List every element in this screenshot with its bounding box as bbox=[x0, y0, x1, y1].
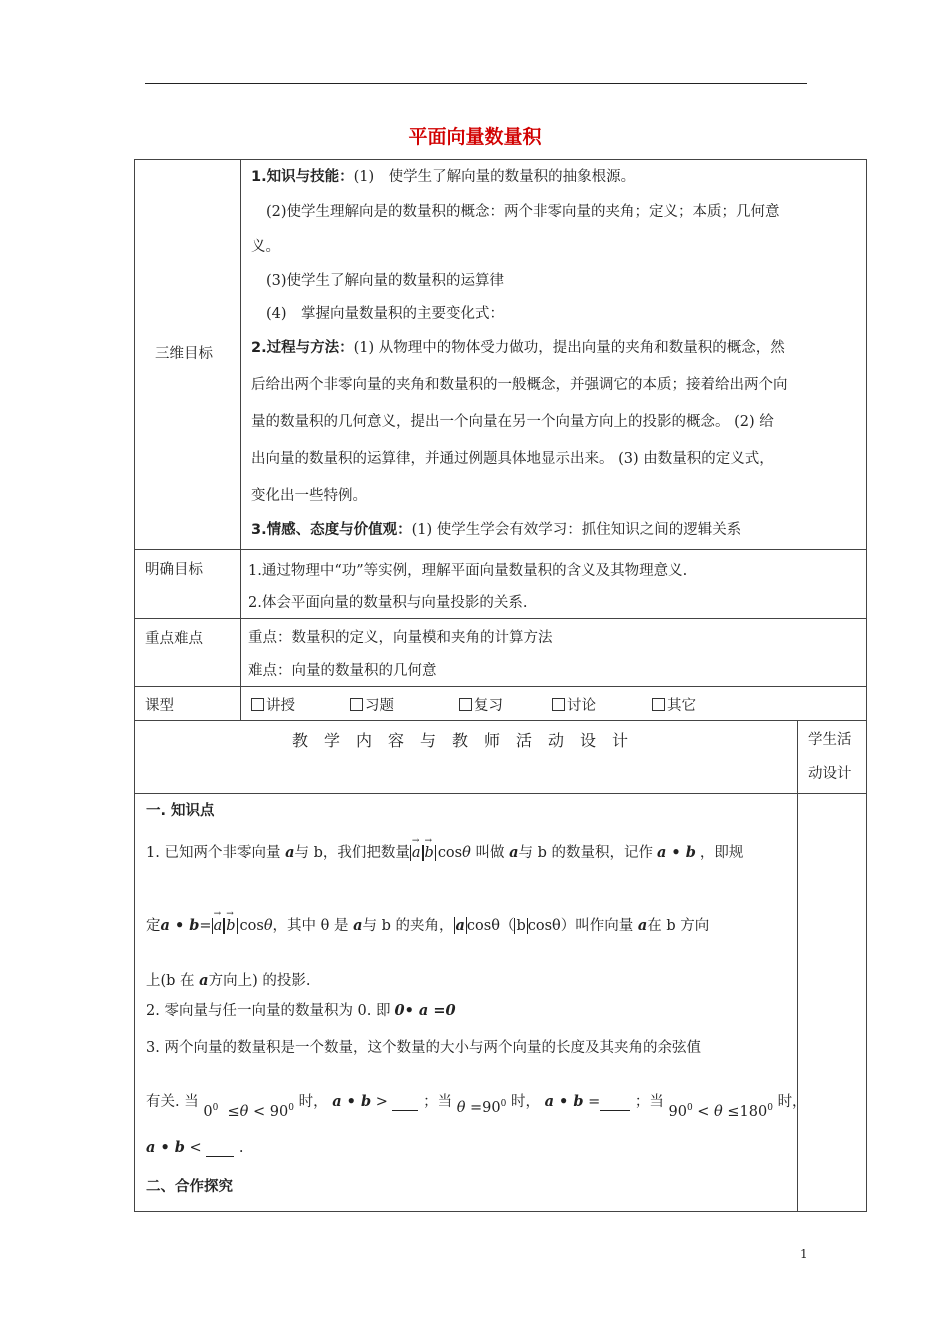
cos: cos bbox=[437, 845, 463, 861]
var-a: a bbox=[637, 917, 648, 934]
clear-goals-label-cell bbox=[135, 550, 241, 618]
cooperation-heading: 二、合作探究 bbox=[146, 1179, 233, 1195]
text: 定 bbox=[146, 918, 161, 934]
lesson-type-option-other[interactable] bbox=[652, 694, 696, 715]
section-header-main-cell bbox=[135, 721, 798, 793]
text: 1. 已知两个非零向量 bbox=[146, 845, 286, 861]
clear-goals-content bbox=[242, 550, 866, 618]
norm-b bbox=[423, 845, 436, 861]
vector-b: b bbox=[516, 918, 526, 934]
key-points-label-cell bbox=[135, 619, 241, 686]
lesson-type-option-discussion[interactable] bbox=[552, 694, 596, 715]
goals-label: 三维目标 bbox=[155, 346, 213, 362]
var-a: a bbox=[199, 972, 209, 989]
var-a: a bbox=[509, 844, 519, 861]
lesson-type-content bbox=[242, 687, 866, 720]
skills-line-2: (2)使学生理解向是的数量积的概念：两个非零向量的夹角；定义；本质；几何意 bbox=[266, 204, 780, 220]
lesson-plan-table bbox=[134, 159, 867, 1212]
skills-line-3: 义。 bbox=[251, 239, 280, 255]
checkbox-icon[interactable] bbox=[552, 698, 565, 711]
option-label: 复习 bbox=[474, 698, 503, 714]
answer-blank-2[interactable] bbox=[600, 1094, 630, 1111]
answer-blank-1[interactable] bbox=[392, 1094, 418, 1111]
norm-a bbox=[410, 845, 423, 861]
skills-heading: 1.知识与技能： bbox=[251, 169, 354, 185]
text: 时， bbox=[510, 1094, 540, 1110]
dot-product: a • b bbox=[656, 844, 696, 861]
clear-goal-1: 1.通过物理中“功”等实例，理解平面向量数量积的含义及其物理意义. bbox=[248, 563, 688, 579]
goals-content bbox=[242, 160, 866, 549]
skills-line-1 bbox=[251, 165, 635, 186]
key-points-label: 重点难点 bbox=[145, 631, 203, 647]
text: 上(b 在 bbox=[146, 973, 200, 989]
process-heading: 2.过程与方法： bbox=[251, 340, 354, 356]
goals-row bbox=[135, 160, 866, 550]
option-label: 习题 bbox=[365, 698, 394, 714]
lesson-type-option-lecture[interactable] bbox=[251, 694, 295, 715]
header-rule bbox=[145, 83, 807, 84]
skills-text-1: (1) 使学生了解向量的数量积的抽象根源。 bbox=[353, 169, 636, 185]
dot-product: a • b bbox=[146, 1139, 185, 1156]
zero-equation: 0• a =0 bbox=[394, 1002, 456, 1019]
vector-a: → a bbox=[412, 845, 421, 861]
norm-b bbox=[224, 918, 237, 934]
condition-obtuse: $90^0 < \theta \le 180^0$ bbox=[668, 1103, 773, 1120]
knowledge-heading: 一. 知识点 bbox=[146, 803, 215, 819]
norm-a bbox=[454, 917, 467, 934]
text: 2. 零向量与任一向量的数量积为 0. 即 bbox=[146, 1003, 391, 1019]
key-points-row bbox=[135, 619, 866, 687]
process-line-4: 出向量的数量积的运算律，并通过例题具体地显示出来。 (3) 由数量积的定义式， bbox=[251, 451, 774, 467]
lesson-type-option-review[interactable] bbox=[459, 694, 503, 715]
checkbox-icon[interactable] bbox=[459, 698, 472, 711]
vector-b: → b bbox=[226, 918, 235, 934]
theta: θ bbox=[462, 845, 471, 861]
condition-acute: $0^0 \le\theta < 90^0$ bbox=[203, 1103, 294, 1120]
text: ，其中 θ 是 bbox=[272, 918, 354, 934]
option-label: 讨论 bbox=[567, 698, 596, 714]
process-line-5: 变化出一些特例。 bbox=[251, 488, 367, 504]
var-a: a bbox=[353, 917, 363, 934]
process-text-1: (1) 从物理中的物体受力做功，提出向量的夹角和数量积的概念，然 bbox=[353, 340, 785, 356]
checkbox-icon[interactable] bbox=[350, 698, 363, 711]
theta: θ bbox=[263, 918, 273, 934]
definition-line-1 bbox=[146, 841, 743, 862]
checkbox-icon[interactable] bbox=[251, 698, 264, 711]
text: 方向上) 的投影. bbox=[208, 973, 311, 989]
definition-line-3 bbox=[146, 969, 310, 990]
condition-right: $\theta =90^0$ bbox=[456, 1099, 507, 1116]
lesson-type-label: 课型 bbox=[145, 698, 174, 714]
text: 在 b 方向 bbox=[647, 918, 710, 934]
student-activity-header-1: 学生活 bbox=[808, 732, 852, 748]
norm-a bbox=[212, 918, 225, 934]
vector-b: → b bbox=[425, 845, 434, 861]
process-line-1 bbox=[251, 336, 785, 357]
vector-a: a bbox=[455, 917, 465, 934]
difficult-point: 难点：向量的数量积的几何意 bbox=[248, 663, 437, 679]
scalar-line-2: 有关. 当 $0^0 \le\theta < 90^0$ 时， a • b > ；当 $\theta =90^0$ 时， a • b = ；当 $90^0 < \theta \le 180^0$ 时， bbox=[146, 1093, 807, 1120]
text: ，即规 bbox=[699, 845, 744, 861]
goals-label-cell bbox=[135, 160, 241, 549]
lesson-type-row bbox=[135, 687, 866, 721]
text: 有关. 当 bbox=[146, 1094, 199, 1110]
text: 叫做 bbox=[475, 845, 510, 861]
text: ；当 bbox=[634, 1094, 664, 1110]
key-points-content bbox=[242, 619, 866, 686]
key-point: 重点：数量积的定义，向量模和夹角的计算方法 bbox=[248, 630, 553, 646]
text: 与 b 的夹角， bbox=[362, 918, 454, 934]
option-label: 讲授 bbox=[266, 698, 295, 714]
scalar-line-3: a • b < . bbox=[146, 1139, 244, 1156]
body-row bbox=[135, 794, 866, 1211]
dot-product: a • b bbox=[544, 1093, 584, 1110]
skills-line-4: (3)使学生了解向量的数量积的运算律 bbox=[266, 273, 505, 289]
answer-blank-3[interactable] bbox=[206, 1140, 234, 1157]
section-header-main: 教 学 内 容 与 教 师 活 动 设 计 bbox=[292, 731, 629, 750]
attitude-line-1 bbox=[251, 518, 741, 539]
process-line-2: 后给出两个非零向量的夹角和数量积的一般概念，并强调它的本质；接着给出两个向 bbox=[251, 377, 788, 393]
text: 时， bbox=[298, 1094, 328, 1110]
clear-goals-row bbox=[135, 550, 866, 619]
text: 时， bbox=[777, 1094, 807, 1110]
lesson-type-option-exercise[interactable] bbox=[350, 694, 394, 715]
norm-b bbox=[514, 918, 527, 934]
cos: cos bbox=[239, 918, 264, 934]
section-header-row bbox=[135, 721, 866, 794]
text: ；当 bbox=[423, 1094, 453, 1110]
page-number: 1 bbox=[800, 1247, 808, 1261]
document-title: 平面向量数量积 bbox=[408, 126, 542, 148]
attitude-heading: 3.情感、态度与价值观： bbox=[251, 522, 412, 538]
option-label: 其它 bbox=[667, 698, 696, 714]
process-line-3: 量的数量积的几何意义，提出一个向量在另一个向量方向上的投影的概念。 (2) 给 bbox=[251, 414, 774, 430]
student-activity-header-2: 动设计 bbox=[808, 766, 852, 782]
zero-vector-line bbox=[146, 999, 456, 1020]
text: 与 b 的数量积，记作 bbox=[518, 845, 653, 861]
clear-goals-label: 明确目标 bbox=[145, 562, 203, 578]
vector-a: → a bbox=[214, 918, 223, 934]
scalar-line-1: 3. 两个向量的数量积是一个数量，这个数量的大小与两个向量的长度及其夹角的余弦值 bbox=[146, 1040, 701, 1056]
text: 与 b，我们把数量 bbox=[294, 845, 410, 861]
var-a: a bbox=[285, 844, 295, 861]
body-main-cell bbox=[135, 794, 807, 1211]
attitude-text-1: (1) 使学生学会有效学习：抓住知识之间的逻辑关系 bbox=[411, 522, 742, 538]
lesson-type-label-cell bbox=[135, 687, 241, 720]
definition-line-2: 定a • b=→ a→ b cosθ，其中 θ 是 a与 b 的夹角， a cosθ（ b cosθ）叫作向量 a在 b 方向 bbox=[146, 914, 709, 935]
text: cosθ）叫作向量 bbox=[527, 918, 638, 934]
clear-goal-2: 2.体会平面向量的数量积与向量投影的关系. bbox=[248, 595, 528, 611]
checkbox-icon[interactable] bbox=[652, 698, 665, 711]
text: cosθ（ bbox=[466, 918, 515, 934]
skills-line-5: (4) 掌握向量数量积的主要变化式： bbox=[266, 306, 505, 322]
dot-product: a • b bbox=[160, 917, 200, 934]
dot-product: a • b bbox=[332, 1093, 372, 1110]
